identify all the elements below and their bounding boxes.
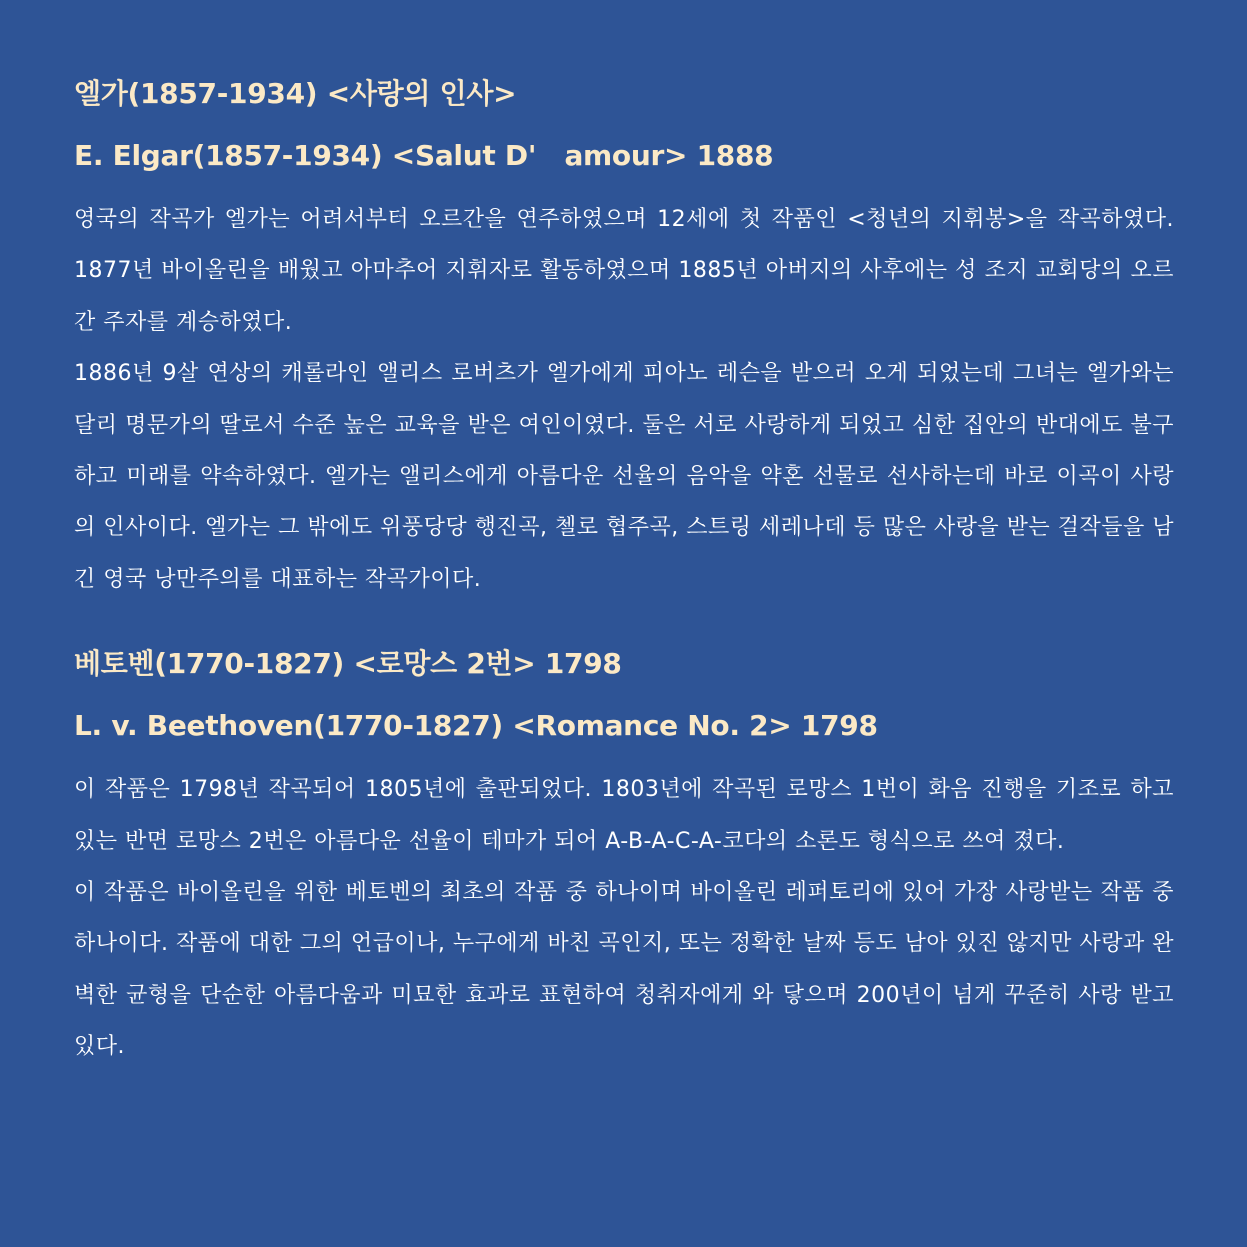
section-elgar	[74, 78, 1174, 605]
section-beethoven	[74, 648, 1174, 1072]
program-notes	[74, 78, 1174, 1073]
paragraph: 영국의 작곡가 엘가는 어려서부터 오르간을 연주하였으며 12세에 첫 작품인 <청년의 지휘봉>을 작곡하였다. 1877년 바이올린을 배웠고 아마추어 지휘자로 활동하였으며 1885년 아버지의 사후에는 성 조지 교회당의 오르간 주자를 계승하였다.	[74, 207, 1174, 335]
section-title-korean: 베토벤(1770-1827) <로망스 2번> 1798	[74, 647, 622, 681]
section-title-english: L. v. Beethoven(1770-1827) <Romance No. 2> 1798	[74, 709, 878, 743]
section-title-korean: 엘가(1857-1934) <사랑의 인사>	[74, 77, 517, 110]
paragraph: 이 작품은 1798년 작곡되어 1805년에 출판되었다. 1803년에 작곡된 로망스 1번이 화음 진행을 기조로 하고 있는 반면 로망스 2번은 아름다운 선율이 테마가 되어 A-B-A-C-A-코다의 소론도 형식으로 쓰여 졌다.	[74, 777, 1174, 854]
paragraph: 이 작품은 바이올린을 위한 베토벤의 최초의 작품 중 하나이며 바이올린 레퍼토리에 있어 가장 사랑받는 작품 중 하나이다. 작품에 대한 그의 언급이나, 누구에게 바친 곡인지, 또는 정확한 날짜 등도 남아 있진 않지만 사랑과 완벽한 균형을 단순한 아름다움과 미묘한 효과로 표현하여 청취자에게 와 닿으며 200년이 넘게 꾸준히 사랑 받고 있다.	[74, 880, 1174, 1060]
section-title-english: E. Elgar(1857-1934) <Salut D' amour> 1888	[74, 139, 774, 172]
paragraph: 1886년 9살 연상의 캐롤라인 앨리스 로버츠가 엘가에게 피아노 레슨을 받으러 오게 되었는데 그녀는 엘가와는 달리 명문가의 딸로서 수준 높은 교육을 받은 여인이였다. 둘은 서로 사랑하게 되었고 심한 집안의 반대에도 불구하고 미래를 약속하였다. 엘가는 앨리스에게 아름다운 선율의 음악을 약혼 선물로 선사하는데 바로 이곡이 사랑의 인사이다. 엘가는 그 밖에도 위풍당당 행진곡, 첼로 협주곡, 스트링 세레나데 등 많은 사랑을 받는 걸작들을 남긴 영국 낭만주의를 대표하는 작곡가이다.	[74, 361, 1174, 592]
